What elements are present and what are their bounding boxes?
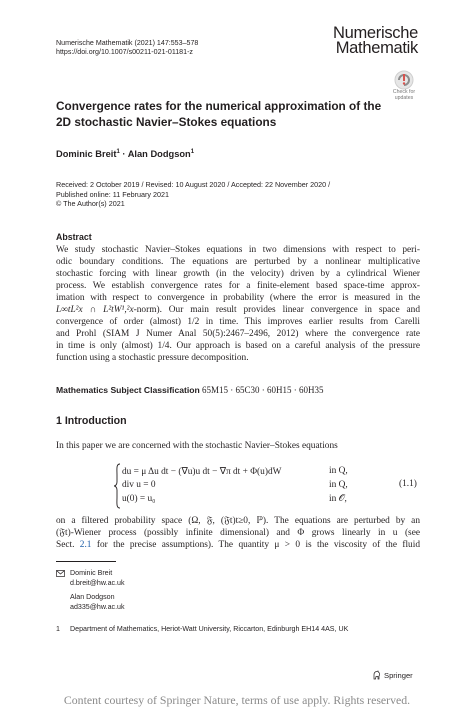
abstract-line: function using a stochastic pressure decomposition. [56, 353, 249, 364]
abstract-heading: Abstract [56, 232, 92, 242]
abstract-line: process. We establish convergence rates for a finite-element based space-time approx- [56, 281, 420, 292]
check-updates-line-2: updates [394, 94, 414, 101]
publication-history [56, 180, 330, 209]
abstract-line: and Prohl (SIAM J Numer Anal 50(5):2467–2496, 2012) where the convergence rate [56, 329, 420, 340]
author-name[interactable]: Dominic Breit [56, 149, 117, 160]
paragraph-line: (𝔉t)-Wiener process (possibly infinite dimensional) and Φ grows linearly in u (see [56, 528, 420, 539]
norm-formula: L∞tL²x ∩ L²tW¹,²x [56, 305, 134, 316]
title-line-2: 2D stochastic Navier–Stokes equations [56, 115, 277, 129]
paragraph-line [56, 539, 420, 551]
author-name[interactable]: Alan Dodgson [127, 149, 191, 160]
journal-citation: Numerische Mathematik (2021) 147:553–578 [56, 39, 199, 47]
history-line: Received: 2 October 2019 / Revised: 10 August 2020 / Accepted: 22 November 2020 / [56, 180, 331, 189]
springer-horse-icon [372, 670, 382, 680]
author-name: Alan Dodgson [70, 593, 115, 601]
abstract-line: We study stochastic Navier–Stokes equations in two dimensions with respect to peri- [56, 245, 420, 255]
equation-row: div u = 0 [122, 480, 156, 490]
affiliation-text: Department of Mathematics, Heriot-Watt University, Riccarton, Edinburgh EH14 4AS, UK [70, 625, 349, 633]
check-updates-line-1: Check for [392, 89, 416, 95]
left-brace-icon [113, 463, 121, 509]
check-updates-icon [389, 70, 419, 90]
msc-classification [56, 385, 324, 395]
equation-row: u(0) = u₀ [122, 494, 156, 504]
equation-number: (1.1) [399, 479, 417, 489]
msc-codes: 65M15 · 65C30 · 60H15 · 60H35 [202, 385, 324, 395]
copyright-line: © The Author(s) 2021 [56, 199, 125, 209]
history-line: Published online: 11 February 2021 [56, 189, 169, 199]
corresponding-author-name: Dominic Breit [70, 569, 113, 577]
footnote-divider [56, 561, 116, 562]
line-text: Sect. [56, 540, 80, 551]
publisher-name: Springer [384, 671, 413, 680]
msc-label: Mathematics Subject Classification [56, 385, 200, 395]
abstract-line: in time is only (almost) 1/4. Our approach is based on a careful analysis of the pressure [56, 341, 420, 352]
paragraph-line: on a filtered probability space (Ω, 𝔉, (𝔉t)t≥0, ℙ). The equations are perturbed by an [56, 516, 420, 526]
courtesy-notice: Content courtesy of Springer Nature, terms of use apply. Rights reserved. [63, 693, 411, 707]
abstract-body [56, 244, 420, 364]
section-heading-introduction: 1 Introduction [56, 415, 127, 427]
doi-link[interactable]: https://doi.org/10.1007/s00211-021-01181-z [56, 48, 193, 56]
affiliation-mark: 1 [56, 625, 60, 633]
abstract-line: odic boundary conditions. The equations are perturbed by a nonlinear multiplicative [56, 257, 420, 268]
abstract-line: stochastic forcing with linear growth (in the velocity) driven by a cylindrical Wiener [56, 269, 420, 280]
springer-logo[interactable] [372, 670, 413, 680]
intro-paragraph: In this paper we are concerned with the stochastic Navier–Stokes equations [56, 441, 338, 451]
affiliation-mark[interactable]: 1 [190, 149, 195, 155]
equation-row: du = μ Δu dt − (∇u)u dt − ∇π dt + Φ(u)dW [122, 467, 282, 477]
paper-title [56, 98, 396, 130]
abstract-line: convergence of order (almost) 1/2 in time. This improves earlier results from Carelli [56, 317, 420, 328]
envelope-icon [56, 570, 65, 577]
author-email-link[interactable]: ad335@hw.ac.uk [70, 602, 125, 611]
intro-paragraph [56, 515, 420, 551]
logo-line-2: Mathematik [335, 39, 418, 57]
abstract-line [56, 304, 420, 316]
author-separator: · [119, 149, 128, 160]
line-text: for the precise assumptions). The quantity μ > 0 is the viscosity of the fluid [91, 540, 420, 551]
equation-domain: in 𝒪, [329, 494, 347, 504]
title-line-1: Convergence rates for the numerical approximation of the [56, 99, 382, 113]
author-email-link[interactable]: d.breit@hw.ac.uk [70, 578, 125, 587]
equation-domain: in Q, [329, 480, 348, 490]
equation-1-1 [113, 463, 423, 509]
abstract-line-text: -norm). Our main result provides linear convergence in space and [133, 305, 420, 316]
equation-domain: in Q, [329, 466, 348, 476]
logo-line-1: Numerische [332, 24, 418, 42]
author-list [56, 149, 194, 159]
abstract-line: imation with respect to convergence in probability (where the error is measured in the [56, 293, 420, 304]
section-link[interactable]: 2.1 [79, 540, 92, 551]
affiliation-mark[interactable]: 1 [116, 149, 120, 155]
journal-logo [333, 26, 418, 56]
